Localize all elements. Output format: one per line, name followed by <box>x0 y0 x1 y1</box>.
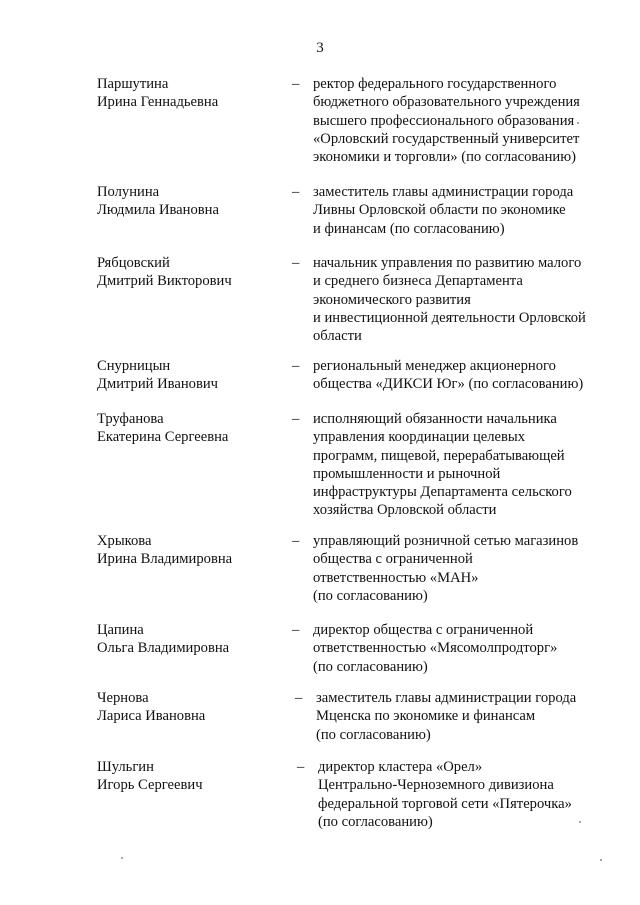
member-position-line: (по согласованию) <box>318 813 433 830</box>
member-position-line: заместитель главы администрации города <box>316 690 577 706</box>
member-name <box>97 254 277 291</box>
member-position-line: региональный менеджер акционерного <box>313 358 556 374</box>
member-position <box>313 532 603 605</box>
member-position <box>313 410 603 520</box>
member-position-line: бюджетного образовательного учреждения <box>313 94 580 111</box>
member-position-line: инфраструктуры Департамента сельского <box>313 484 572 501</box>
member-position <box>318 758 608 831</box>
separator-dash: – <box>292 622 300 638</box>
member-name-line: Игорь Сергеевич <box>97 777 203 794</box>
member-position <box>313 357 603 394</box>
scan-speck <box>577 122 579 124</box>
member-name-line: Шульгин <box>97 759 154 775</box>
member-position-line: Ливны Орловской области по экономике <box>313 202 566 219</box>
member-position-line: общества «ДИКСИ Юг» (по согласованию) <box>313 376 584 393</box>
separator-dash: – <box>292 533 300 549</box>
member-position-line: общества с ограниченной <box>313 551 473 568</box>
member-position-line: ответственностью «МАН» <box>313 569 479 586</box>
member-position-line: «Орловский государственный университет <box>313 130 580 147</box>
member-position-line: экономики и торговли» (по согласованию) <box>313 149 576 166</box>
member-name-line: Екатерина Сергеевна <box>97 429 229 446</box>
member-position <box>313 75 603 166</box>
page-number: 3 <box>316 40 324 56</box>
member-position-line: промышленности и рыночной <box>313 465 501 482</box>
separator-dash: – <box>292 358 300 374</box>
member-name <box>97 532 277 569</box>
separator-dash: – <box>295 690 303 706</box>
separator-dash: – <box>292 255 300 271</box>
scan-speck <box>579 821 581 823</box>
scan-speck <box>121 857 123 859</box>
member-name-line: Паршутина <box>97 76 169 92</box>
member-position-line: Центрально-Черноземного дивизиона <box>318 777 554 794</box>
member-name-line: Ольга Владимировна <box>97 640 230 657</box>
member-position-line: высшего профессионального образования <box>313 112 575 129</box>
member-position-line: исполняющий обязанности начальника <box>313 411 557 427</box>
member-position-line: ректор федерального государственного <box>313 76 557 92</box>
member-name <box>97 410 277 447</box>
member-position-line: директор кластера «Орел» <box>318 759 483 775</box>
member-name-line: Дмитрий Иванович <box>97 376 218 393</box>
member-name <box>97 758 277 795</box>
member-name-line: Ирина Геннадьевна <box>97 94 219 111</box>
member-position-line: (по согласованию) <box>313 658 428 675</box>
member-name-line: Снурницын <box>97 358 171 374</box>
member-name-line: Хрыкова <box>97 533 152 549</box>
member-name-line: Труфанова <box>97 411 164 427</box>
member-position-line: (по согласованию) <box>316 726 431 743</box>
member-name-line: Цапина <box>97 622 144 638</box>
member-position-line: управляющий розничной сетью магазинов <box>313 533 579 549</box>
member-position-line: хозяйства Орловской области <box>313 502 497 519</box>
member-position-line: и среднего бизнеса Департамента <box>313 273 523 290</box>
member-name-line: Людмила Ивановна <box>97 202 219 219</box>
member-name-line: Лариса Ивановна <box>97 708 206 725</box>
scan-speck <box>600 859 602 861</box>
member-position-line: директор общества с ограниченной <box>313 622 534 638</box>
member-position-line: области <box>313 328 362 345</box>
member-position-line: управления координации целевых <box>313 429 526 446</box>
member-position-line: Мценска по экономике и финансам <box>316 708 536 725</box>
separator-dash: – <box>292 184 300 200</box>
member-position-line: федеральной торговой сети «Пятерочка» <box>318 795 572 812</box>
member-position-line: ответственностью «Мясомолпродторг» <box>313 640 558 657</box>
member-position-line: (по согласованию) <box>313 587 428 604</box>
member-position <box>313 254 603 345</box>
member-position-line: экономического развития <box>313 291 471 308</box>
member-position-line: заместитель главы администрации города <box>313 184 574 200</box>
member-name-line: Ирина Владимировна <box>97 551 233 568</box>
member-name <box>97 75 277 112</box>
member-name-line: Дмитрий Викторович <box>97 273 232 290</box>
separator-dash: – <box>297 759 305 775</box>
separator-dash: – <box>292 411 300 427</box>
member-name <box>97 621 277 658</box>
member-position <box>316 689 606 744</box>
member-position-line: программ, пищевой, перерабатывающей <box>313 447 565 464</box>
member-position <box>313 183 603 238</box>
member-name <box>97 357 277 394</box>
member-name-line: Полунина <box>97 184 160 200</box>
member-name <box>97 689 277 726</box>
member-position <box>313 621 603 676</box>
member-name-line: Рябцовский <box>97 255 170 271</box>
member-position-line: и финансам (по согласованию) <box>313 220 505 237</box>
member-position-line: начальник управления по развитию малого <box>313 255 582 271</box>
member-position-line: и инвестиционной деятельности Орловской <box>313 309 586 326</box>
member-name-line: Чернова <box>97 690 149 706</box>
separator-dash: – <box>292 76 300 92</box>
member-name <box>97 183 277 220</box>
